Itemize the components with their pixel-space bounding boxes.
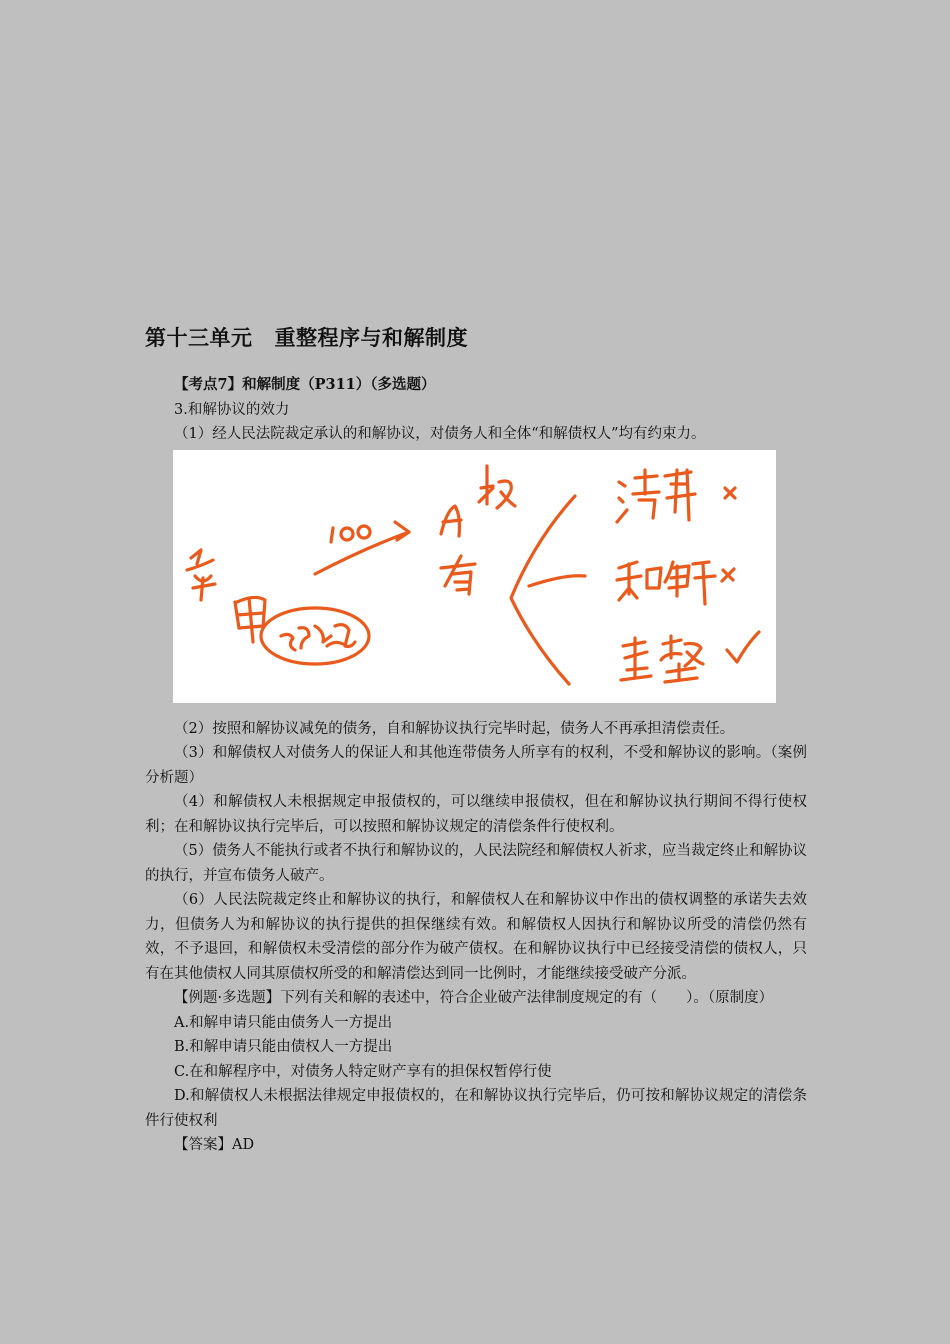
option-d: D.和解债权人未根据法律规定申报债权的，在和解协议执行完毕后，仍可按和解协议规定的清偿条件行使权利 xyxy=(145,1088,807,1129)
handwriting-bracket-middle xyxy=(529,575,585,585)
unit-label: 第十三单元 xyxy=(145,326,253,350)
handwriting-quan xyxy=(479,466,515,508)
handwriting-danbao xyxy=(281,624,355,649)
option-c: C.在和解程序中，对债务人特定财产享有的担保权暂停行使 xyxy=(174,1063,552,1080)
handwriting-100 xyxy=(331,526,370,542)
paragraph-3: （3）和解债权人对债务人的保证人和其他连带债务人所享有的权利，不受和解协议的影响。（案例分析题） xyxy=(145,745,807,786)
content-body xyxy=(145,373,807,1158)
handwriting-hejie xyxy=(617,562,715,604)
handwriting-chongzheng xyxy=(621,636,703,682)
section-heading: 3.和解协议的效力 xyxy=(174,401,290,418)
answer: 【答案】AD xyxy=(174,1137,255,1153)
paragraph-6: （6）人民法院裁定终止和解协议的执行，和解债权人在和解协议中作出的债权调整的承诺失去效力，但债务人为和解协议的执行提供的担保继续有效。和解债权人因执行和解协议所受的清偿仍然有效，不予退回，和解债权未受清偿的部分作为破产债权。在和解协议执行中已经接受清偿的债权人，只有在其他债权人同其原债权所受的和解清偿达到同一比例时，才能继续接受破产分派。 xyxy=(145,892,807,982)
paragraph-4: （4）和解债权人未根据规定申报债权的，可以继续申报债权，但在和解协议执行期间不得行使权利；在和解协议执行完毕后，可以按照和解协议规定的清偿条件行使权利。 xyxy=(145,794,807,835)
handwriting-x-1 xyxy=(725,488,735,498)
paragraph-1: （1）经人民法院裁定承认的和解协议，对债务人和全体“和解债权人”均有约束力。 xyxy=(174,426,706,442)
handwriting-qingsuan xyxy=(617,470,695,522)
paragraph-5: （5）债务人不能执行或者不执行和解协议的，人民法院经和解债权人祈求，应当裁定终止和解协议的执行，并宣布债务人破产。 xyxy=(145,843,807,884)
handwriting-sketch xyxy=(173,450,776,703)
option-b: B.和解申请只能由债权人一方提出 xyxy=(174,1039,393,1055)
kaodian-heading: 【考点7】和解制度（P311）（多选题） xyxy=(174,376,436,393)
handwriting-circle xyxy=(261,608,369,664)
handwriting-check xyxy=(727,632,759,662)
handwritten-note-image xyxy=(173,450,776,703)
page-title xyxy=(145,322,468,352)
handwriting-wu xyxy=(187,550,215,600)
handwriting-you xyxy=(441,556,475,594)
option-a: A.和解申请只能由债务人一方提出 xyxy=(174,1014,393,1031)
example-question: 【例题·多选题】下列有关和解的表述中，符合企业破产法律制度规定的有（ ）。（原制度） xyxy=(174,990,774,1006)
unit-topic: 重整程序与和解制度 xyxy=(274,326,468,350)
handwriting-x-2 xyxy=(722,569,734,581)
paragraph-2: （2）按照和解协议减免的债务，自和解协议执行完毕时起，债务人不再承担清偿责任。 xyxy=(174,720,735,737)
handwriting-bracket xyxy=(511,496,575,684)
handwriting-a xyxy=(441,506,461,536)
